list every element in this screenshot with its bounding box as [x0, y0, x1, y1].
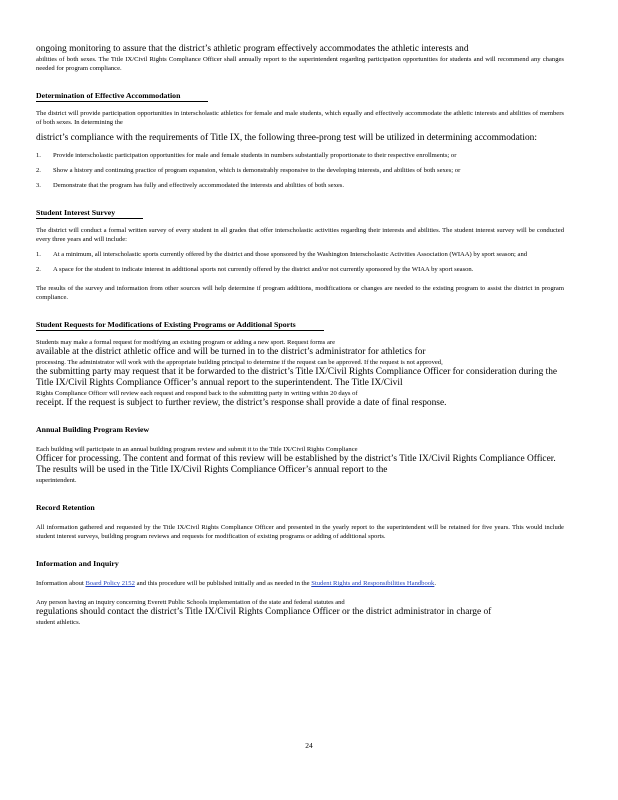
inquiry-contact-paragraph-b: regulations should contact the district’s Title IX/Civil Rights Compliance Officer or the district administrator in charge of	[36, 607, 492, 617]
requests-paragraph-e: Rights Compliance Officer will review each request and respond back to the submitting party in writing within 20 days of	[36, 390, 358, 397]
inquiry-contact-paragraph-c: student athletics.	[36, 619, 81, 626]
intro-paragraph: abilities of both sexes. The Title IX/Civil Rights Compliance Officer shall annually report to the superintendent regarding participation opportunities for students and will recommend any changes needed for program compliance.	[36, 56, 564, 72]
section-heading-determination: Determination of Effective Accommodation	[36, 91, 208, 102]
section-heading-survey: Student Interest Survey	[36, 208, 143, 219]
section-heading-requests: Student Requests for Modifications of Existing Programs or Additional Sports	[36, 320, 324, 331]
document-page	[36, 44, 564, 627]
determination-list-item: 2. Show a history and continuing practice of program expansion, which is demonstrably responsive to the developing interests, and abilities of both sexes; or	[36, 167, 461, 174]
requests-paragraph-c: processing. The administrator will work with the appropriate building principal to determine if the request can be approved. If the request is not approved,	[36, 359, 443, 366]
board-policy-link[interactable]: Board Policy 2152	[85, 580, 135, 587]
requests-paragraph-a: Students may make a formal request for modifying an existing program or adding a new sport. Request forms are	[36, 339, 336, 346]
annual-paragraph-a: Each building will participate in an annual building program review and submit it to the Title IX/Civil Rights Compliance	[36, 446, 358, 453]
section-heading-inquiry: Information and Inquiry	[36, 559, 119, 568]
page-number: 24	[305, 741, 313, 750]
determination-paragraph-b: district’s compliance with the requirements of Title IX, the following three-prong test will be utilized in determining accommodation:	[36, 133, 537, 143]
survey-list-item: 1. At a minimum, all interscholastic sports currently offered by the district and those sponsored by the Washington Interscholastic Activities Association (WIAA) by sport season; and	[36, 251, 528, 258]
annual-paragraph-c: superintendent.	[36, 477, 77, 484]
requests-paragraph-d: the submitting party may request that it be forwarded to the district’s Title IX/Civil Rights Compliance Officer for consideration during the Title IX/Civil Rights Compliance Officer’s annual report to the superintendent. The Title IX/Civil	[36, 367, 558, 388]
determination-list-item: 1. Provide interscholastic participation opportunities for male and female students in numbers substantially proportionate to their respective enrollments; or	[36, 152, 457, 159]
survey-results-paragraph: The results of the survey and information from other sources will help determine if program additions, modifications or changes are needed to the existing program to assist the district in program compliance.	[36, 285, 564, 301]
inquiry-contact-paragraph-a: Any person having an inquiry concerning Everett Public Schools implementation of the state and federal statutes and	[36, 599, 345, 606]
inquiry-paragraph: Information about Board Policy 2152 and this procedure will be published initially and as needed in the Student Rights and Responsibilities Handbook.	[36, 580, 437, 587]
requests-paragraph-b: available at the district athletic office and will be turned in to the district’s administrator for athletics for	[36, 347, 426, 357]
section-heading-retention: Record Retention	[36, 503, 95, 512]
determination-list-item: 3. Demonstrate that the program has fully and effectively accommodated the interests and abilities of both sexes.	[36, 182, 345, 189]
student-rights-handbook-link[interactable]: Student Rights and Responsibilities Handbook	[311, 580, 435, 587]
annual-paragraph-b: Officer for processing. The content and format of this review will be established by the district’s Title IX/Civil Rights Compliance Officer. The results will be used in the Title IX/Civil Rights Compliance Officer’s annual report to the	[36, 454, 556, 475]
survey-list-item: 2. A space for the student to indicate interest in additional sports not currently offered by the district and/or not currently sponsored by the WIAA by sport season.	[36, 266, 474, 273]
requests-paragraph-f: receipt. If the request is subject to further review, the district’s response shall provide a date of final response.	[36, 398, 447, 408]
intro-line: ongoing monitoring to assure that the district’s athletic program effectively accommodates the athletic interests and	[36, 44, 469, 54]
section-heading-annual: Annual Building Program Review	[36, 425, 150, 434]
determination-paragraph-a: The district will provide participation opportunities in interscholastic athletics for female and male students, which equally and effectively accommodate the athletic interests and abilities of members of both sexes. In determining the	[36, 110, 564, 126]
survey-paragraph: The district will conduct a formal written survey of every student in all grades that offer interscholastic activities regarding their interests and abilities. The student interest survey will be conducted every three years and will include:	[36, 227, 564, 243]
retention-paragraph: All information gathered and requested by the Title IX/Civil Rights Compliance Officer and presented in the yearly report to the superintendent will be retained for five years. This would include student interest surveys, building program reviews and requests for modification of existing programs or adding of additional sports.	[36, 524, 564, 540]
